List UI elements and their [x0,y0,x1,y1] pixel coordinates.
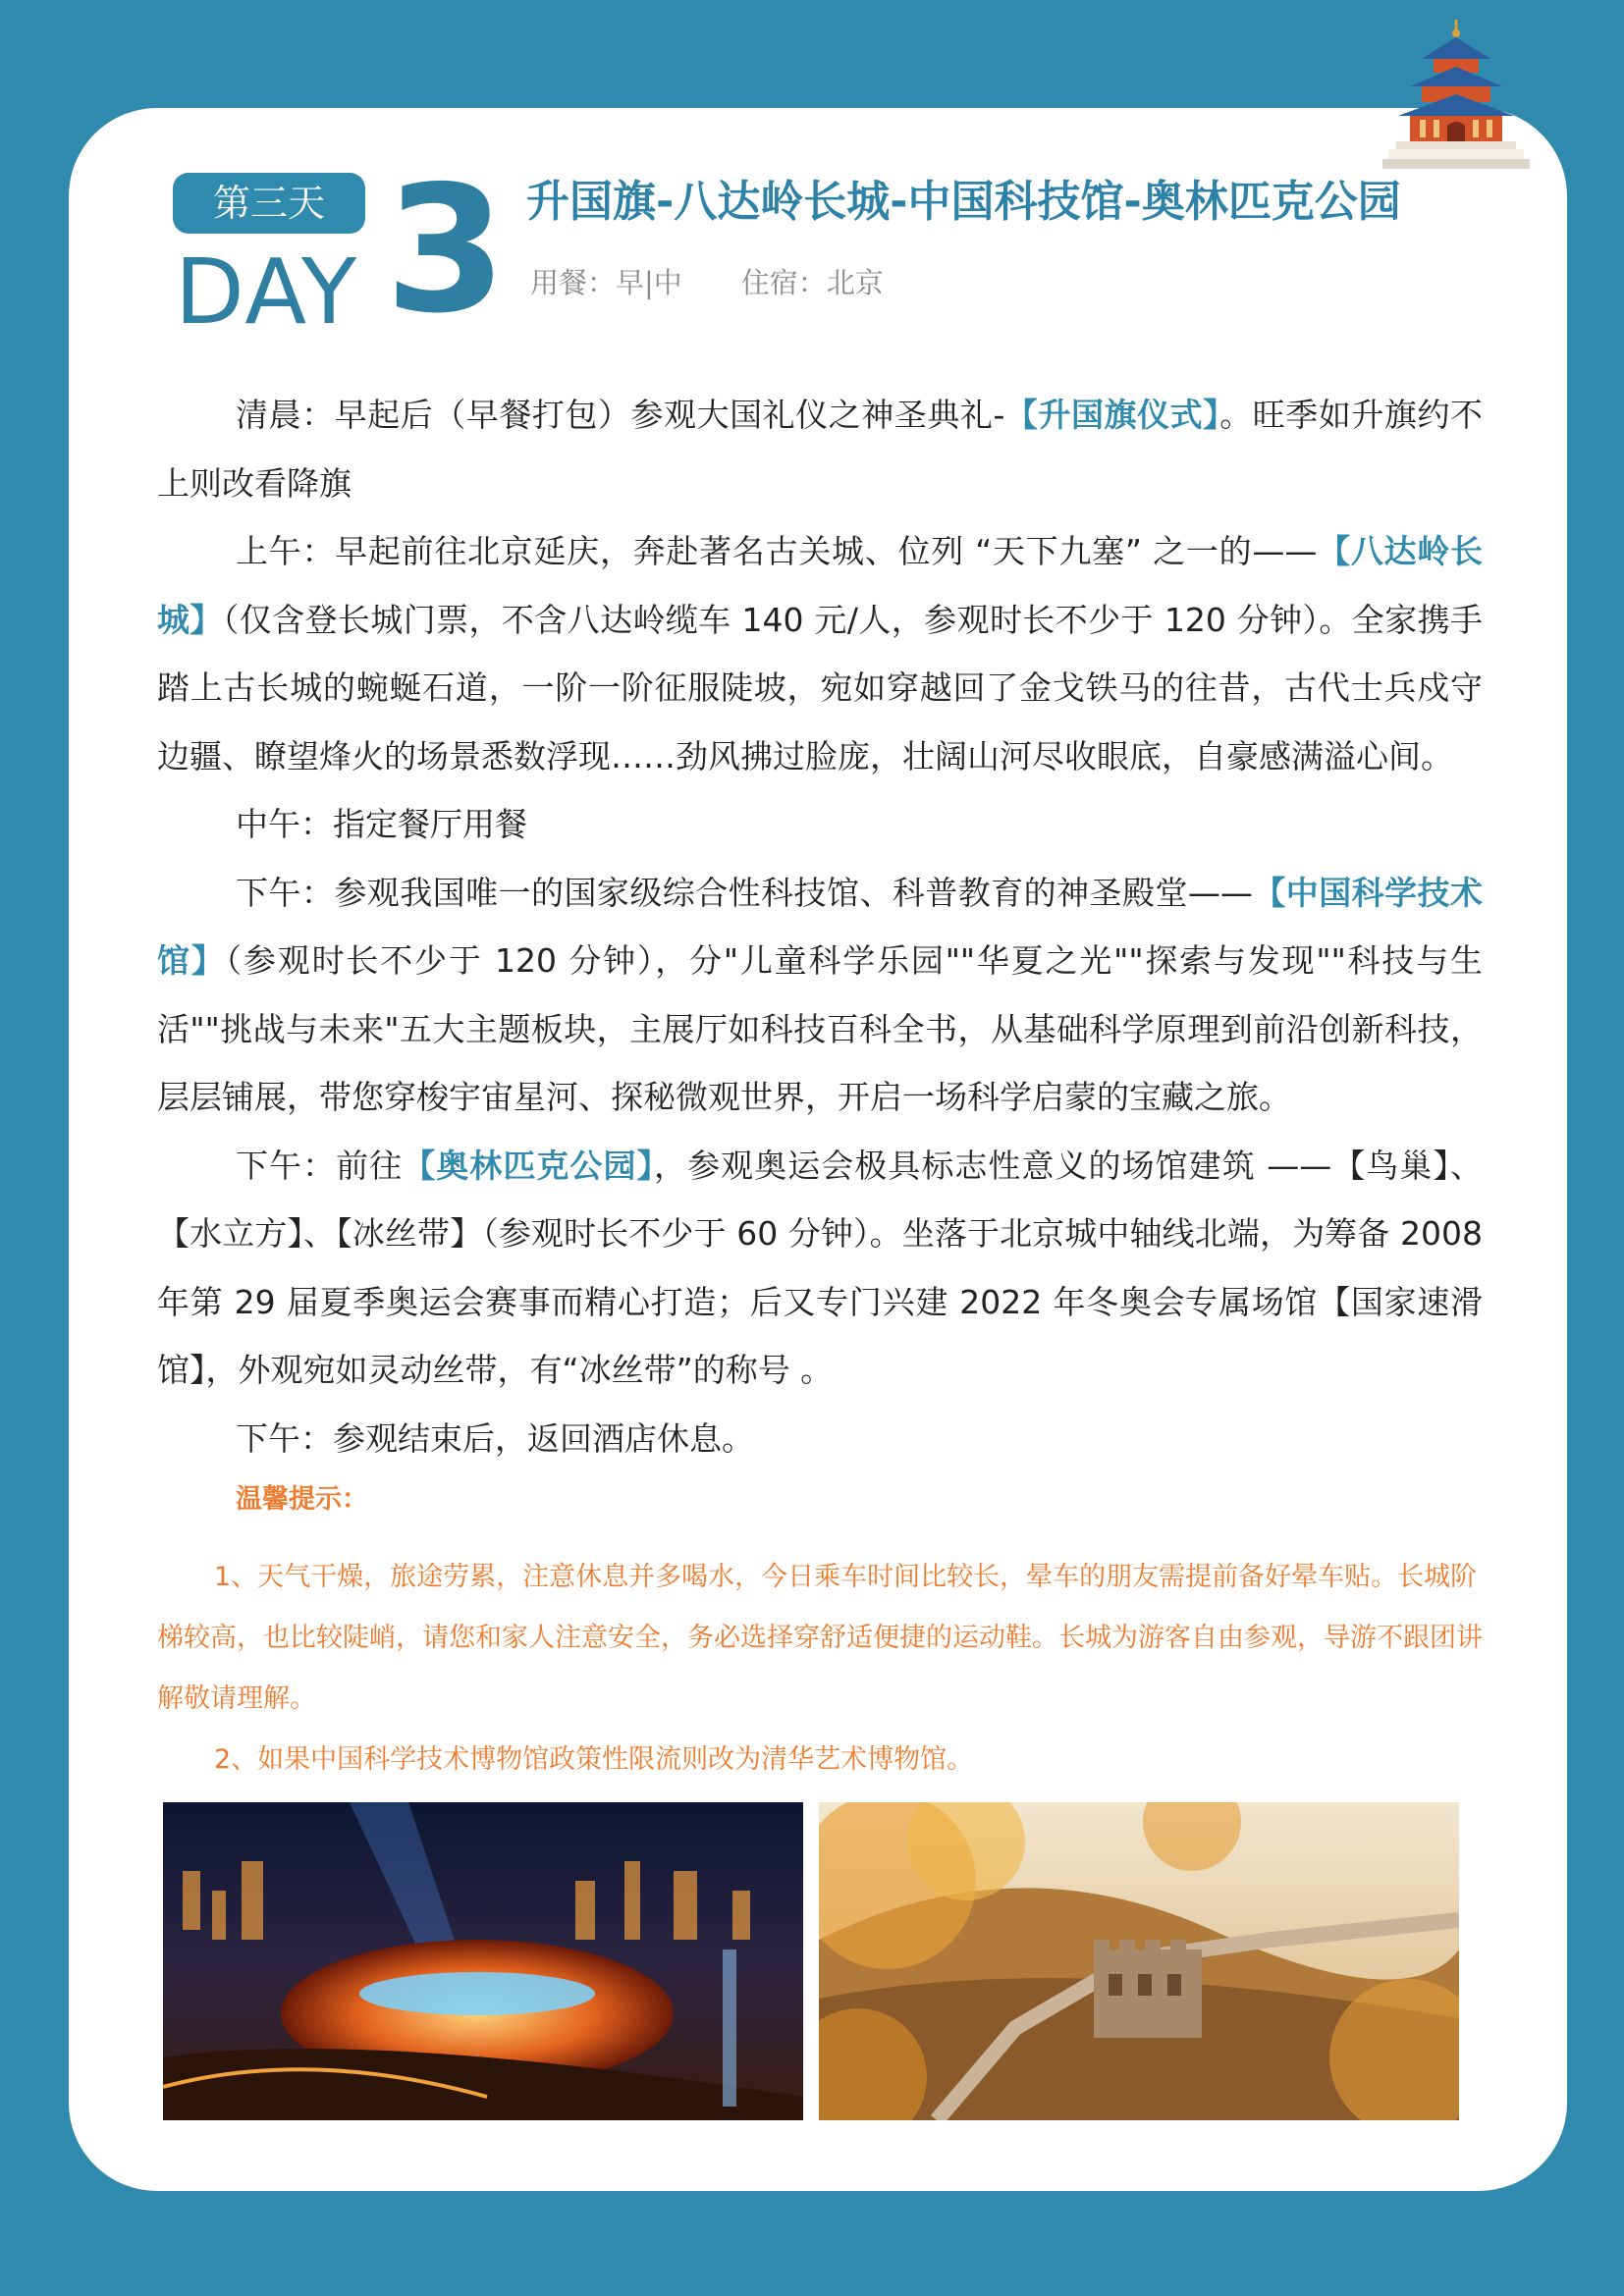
highlight-olympic-park: 【奥林匹克公园】 [403,1146,655,1185]
highlight-flag-ceremony: 【升国旗仪式】 [1004,396,1220,434]
itinerary-paragraph: 清晨：早起后（早餐打包）参观大国礼仪之神圣典礼-【升国旗仪式】。旺季如升旗约不上则改看降旗 [157,396,1484,503]
birds-nest-night-photo [163,1802,803,2120]
day-label-badge: 第三天 [173,173,365,234]
itinerary-paragraph: 上午：早起前往北京延庆，奔赴著名古关城、位列 “天下九塞” 之一的——【八达岭长城】（仅含登长城门票，不含八达岭缆车 140 元/人，参观时长不少于 120 分钟）。全家携手踏上古长城的蜿蜒石道，一阶一阶征服陡坡，宛如穿越回了金戈铁马的往昔，古代士兵戍守边疆、瞭望烽火的场景悉数浮现……劲风拂过脸庞，壮阔山河尽收眼底，自豪感满溢心间。 [157,532,1484,775]
itinerary-paragraph: 下午：参观结束后，返回酒店休息。 [236,1418,754,1458]
lodging-info: 住宿：北京 [740,266,884,299]
tip-item: 1、天气干燥，旅途劳累，注意休息并多喝水，今日乘车时间比较长，晕车的朋友需提前备好晕车贴。长城阶梯较高，也比较陡峭，请您和家人注意安全，务必选择穿舒适便捷的运动鞋。长城为游客自由参观，导游不跟团讲解敬请理解。 [157,1562,1483,1714]
itinerary-paragraph: 下午：参观我国唯一的国家级综合性科技馆、科普教育的神圣殿堂——【中国科学技术馆】（参观时长不少于 120 分钟），分"儿童科学乐园""华夏之光""探索与发现""科技与生活""挑战与未来"五大主题板块，主展厅如科技百科全书，从基础科学原理到前沿创新科技，层层铺展，带您穿梭宇宙星河、探秘微观世界，开启一场科学启蒙的宝藏之旅。 [157,873,1484,1116]
route-title: 升国旗-八达岭长城-中国科技馆-奥林匹克公园 [526,177,1401,227]
day-word: DAY [175,240,359,345]
highlight-science-museum: 【中国科学技术馆】 [157,873,1484,980]
tips-list [157,1547,1483,1790]
great-wall-autumn-photo [819,1802,1459,2120]
itinerary-paragraph: 中午：指定餐厅用餐 [236,805,527,843]
itinerary-body [157,381,1483,1472]
itinerary-paragraph: 下午：前往【奥林匹克公园】，参观奥运会极具标志性意义的场馆建筑 ——【鸟巢】、【水立方】、【冰丝带】（参观时长不少于 60 分钟）。坐落于北京城中轴线北端，为筹备 2008 年第 29 届夏季奥运会赛事而精心打造；后又专门兴建 2022 年冬奥会专属场馆【国家速滑馆】，外观宛如灵动丝带，有“冰丝带”的称号 。 [157,1146,1483,1389]
tips-title: 温馨提示： [236,1484,368,1515]
meals-info: 用餐：早|中 [530,266,682,299]
temple-of-heaven-icon [1382,18,1530,175]
tip-item: 2、如果中国科学技术博物馆政策性限流则改为清华艺术博物馆。 [214,1744,974,1775]
day-number: 3 [385,148,507,351]
meal-lodging-info [530,263,884,302]
highlight-great-wall: 【八达岭长城】 [157,532,1484,639]
